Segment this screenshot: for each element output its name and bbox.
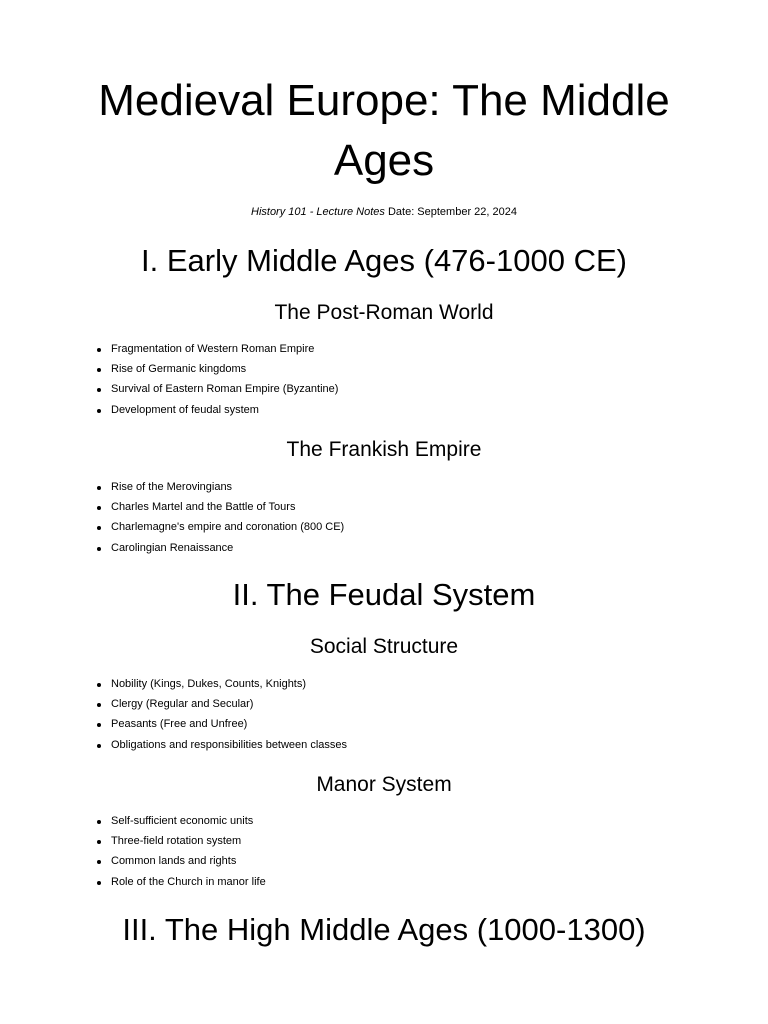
- lecture-date: Date: September 22, 2024: [387, 206, 517, 218]
- section-heading-feudal-system: II. The Feudal System: [232, 577, 536, 612]
- subsection-heading-post-roman-world: The Post-Roman World: [274, 301, 494, 324]
- bullet-dot: [97, 368, 101, 372]
- list-item: Fragmentation of Western Roman Empire: [0, 339, 700, 359]
- bullet-dot: [97, 348, 101, 352]
- subsection-heading-social-structure: Social Structure: [309, 635, 459, 658]
- list-item: Common lands and rights: [0, 851, 700, 871]
- bullet-dot: [97, 703, 101, 707]
- bullet-dot: [97, 860, 101, 864]
- section-heading-early-middle-ages: I. Early Middle Ages (476-1000 CE): [141, 243, 627, 278]
- list-item: Obligations and responsibilities between classes: [0, 735, 700, 755]
- bullet-dot: [97, 506, 101, 510]
- list-item: Nobility (Kings, Dukes, Counts, Knights): [0, 674, 700, 694]
- list-item: Rise of the Merovingians: [0, 477, 700, 497]
- list-item: Self-sufficient economic units: [0, 811, 700, 831]
- list-item: Clergy (Regular and Secular): [0, 694, 700, 714]
- list-item: Development of feudal system: [0, 400, 700, 420]
- bullet-dot: [97, 683, 101, 687]
- bullet-dot: [97, 388, 101, 392]
- bullet-dot: [97, 881, 101, 885]
- bullet-dot: [97, 820, 101, 824]
- bullet-list-frankish-empire: [0, 477, 700, 558]
- list-item: Rise of Germanic kingdoms: [0, 359, 700, 379]
- list-item: Three-field rotation system: [0, 831, 700, 851]
- bullet-dot: [97, 744, 101, 748]
- bullet-list-manor-system: [0, 811, 700, 892]
- list-item: Charlemagne's empire and coronation (800 CE): [0, 517, 700, 537]
- list-item: Survival of Eastern Roman Empire (Byzantine): [0, 379, 700, 399]
- bullet-dot: [97, 723, 101, 727]
- bullet-dot: [97, 840, 101, 844]
- section-heading-high-middle-ages: III. The High Middle Ages (1000-1300): [122, 912, 646, 947]
- bullet-dot: [97, 547, 101, 551]
- list-item: Peasants (Free and Unfree): [0, 714, 700, 734]
- document-title: Medieval Europe: The Middle Ages: [98, 76, 670, 185]
- document-meta: [0, 205, 768, 219]
- course-label: History 101 - Lecture Notes: [251, 206, 385, 218]
- list-item: Role of the Church in manor life: [0, 872, 700, 892]
- list-item: Carolingian Renaissance: [0, 538, 700, 558]
- bullet-dot: [97, 409, 101, 413]
- subsection-heading-manor-system: Manor System: [316, 773, 452, 796]
- bullet-dot: [97, 486, 101, 490]
- bullet-list-social-structure: [0, 674, 700, 755]
- bullet-dot: [97, 526, 101, 530]
- bullet-list-post-roman-world: [0, 339, 700, 420]
- list-item: Charles Martel and the Battle of Tours: [0, 497, 700, 517]
- subsection-heading-frankish-empire: The Frankish Empire: [286, 438, 482, 461]
